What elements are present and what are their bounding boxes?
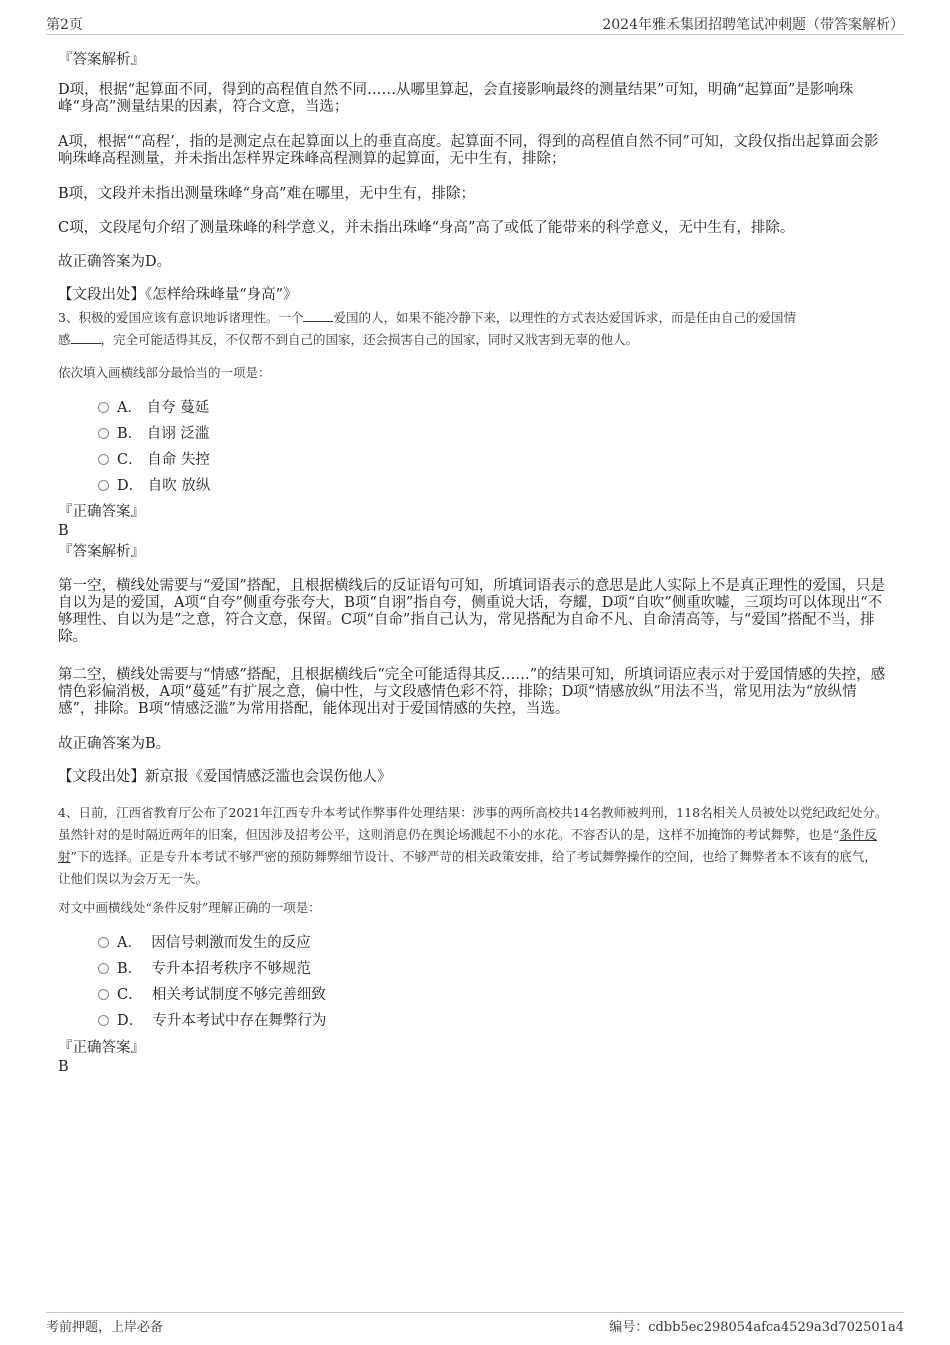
q3-blank-1 [303, 309, 333, 322]
q3-option-c[interactable]: C． 自命 失控 [98, 450, 210, 470]
q4-stem: 4、日前，江西省教育厅公布了2021年江西专升本考试作弊事件处理结果：涉事的两所高校共14名教师被判刑，118名相关人员被处以党纪政纪处分。虽然针对的是时隔近两年的旧案，但因涉及招考公平，这则消息仍在舆论场溅起不小的水花。不容否认的是，这样不加掩饰的考试舞弊，也是“条件反射”下的选择。正是专升本考试不够严密的预防舞弊细节设计、不够严苛的相关政策安排，给了考试舞弊操作的空间，也给了舞弊者本不该有的底气，让他们误以为会万无一失。 [58, 805, 888, 886]
document-title: 2024年雅禾集团招聘笔试冲刺题（带答案解析） [602, 17, 904, 33]
radio-icon[interactable] [98, 480, 109, 491]
radio-icon[interactable] [98, 402, 109, 413]
q3-option-a[interactable]: A． 自夸 蔓延 [98, 398, 209, 418]
radio-icon[interactable] [98, 963, 109, 974]
q2-analysis-p4: C项，文段尾句介绍了测量珠峰的科学意义，并未指出珠峰“身高”高了或低了能带来的科学意义，无中生有，排除。 [58, 220, 795, 236]
q4-underlined-term: 条件反射 [58, 827, 877, 864]
q4-option-c[interactable]: C． 相关考试制度不够完善细致 [98, 985, 326, 1005]
q2-source: 【文段出处】《怎样给珠峰量“身高”》 [58, 287, 298, 303]
radio-icon[interactable] [98, 454, 109, 465]
q3-correct-label: 『正确答案』 [58, 504, 145, 520]
radio-icon[interactable] [98, 989, 109, 1000]
q2-analysis-p2: A项，根据““高程’，指的是测定点在起算面以上的垂直高度。起算面不同，得到的高程值自然不同”可知，文段仅指出起算面会影响珠峰高程测量，并未指出怎样界定珠峰高程测算的起算面，无中生有，排除； [58, 134, 879, 167]
q3-source: 【文段出处】新京报《爱国情感泛滥也会误伤他人》 [58, 769, 392, 785]
radio-icon[interactable] [98, 428, 109, 439]
q3-prompt: 依次填入画横线部分最恰当的一项是： [58, 365, 271, 380]
q2-analysis-p1: D项，根据“起算面不同，得到的高程值自然不同……从哪里算起，会直接影响最终的测量结果”可知，明确“起算面”是影响珠峰“身高”测量结果的因素，符合文意，当选； [58, 82, 854, 115]
document-id: 编号：cdbb5ec298054afca4529a3d702501a4 [609, 1320, 904, 1335]
q3-analysis-p2: 第二空，横线处需要与“情感”搭配，且根据横线后“完全可能适得其反……”的结果可知，所填词语应表示对于爱国情感的失控，感情色彩偏消极，A项“蔓延”有扩展之意，偏中性，与文段感情色彩不符，排除；D项“情感放纵”用法不当，常见用法为“放纵情感”，排除。B项“情感泛滥”为常用搭配，能体现出对于爱国情感的失控，当选。 [58, 667, 886, 717]
radio-icon[interactable] [98, 1015, 109, 1026]
page-number: 第2页 [46, 17, 83, 33]
q4-option-a[interactable]: A． 因信号刺激而发生的反应 [98, 933, 311, 953]
q4-prompt: 对文中画横线处“条件反射”理解正确的一项是： [58, 900, 321, 915]
q3-conclusion: 故正确答案为B。 [58, 736, 171, 752]
footer-slogan: 考前押题，上岸必备 [46, 1320, 164, 1335]
q4-correct-label: 『正确答案』 [58, 1040, 145, 1056]
q2-conclusion: 故正确答案为D。 [58, 254, 172, 270]
q4-answer: B [58, 1059, 69, 1075]
q3-stem: 3、积极的爱国应该有意识地诉诸理性。一个 爱国的人，如果不能冷静下来，以理性的方式表达爱国诉求，而是任由自己的爱国情 感 ，完全可能适得其反，不仅帮不到自己的国家，还会损害自己的国家，同时又戕害到无辜的他人。 [58, 310, 796, 347]
q4-option-b[interactable]: B． 专升本招考秩序不够规范 [98, 959, 311, 979]
q3-blank-2 [71, 331, 101, 344]
q3-option-d[interactable]: D． 自吹 放纵 [98, 476, 210, 496]
q3-answer: B [58, 523, 69, 539]
page-footer [46, 1312, 904, 1335]
q4-option-d[interactable]: D． 专升本考试中存在舞弊行为 [98, 1011, 326, 1031]
radio-icon[interactable] [98, 937, 109, 948]
q3-analysis-p1: 第一空，横线处需要与“爱国”搭配，且根据横线后的反证语句可知，所填词语表示的意思是此人实际上不是真正理性的爱国，只是自以为是的爱国，A项“自夸”侧重夸张夸大，B项“自诩”指自夸，侧重说大话，夸耀，D项“自吹”侧重吹嘘，三项均可以体现出“不够理性、自以为是”之意，符合文意，保留。C项“自命”指自己认为，常见搭配为自命不凡、自命清高等，与“爱国”搭配不当，排除。 [58, 578, 885, 645]
page-header [46, 14, 904, 35]
q2-analysis-label: 『答案解析』 [58, 52, 145, 68]
q2-analysis-p3: B项，文段并未指出测量珠峰“身高”难在哪里，无中生有，排除； [58, 186, 475, 202]
q3-option-b[interactable]: B． 自诩 泛滥 [98, 424, 209, 444]
q3-analysis-label: 『答案解析』 [58, 544, 145, 560]
